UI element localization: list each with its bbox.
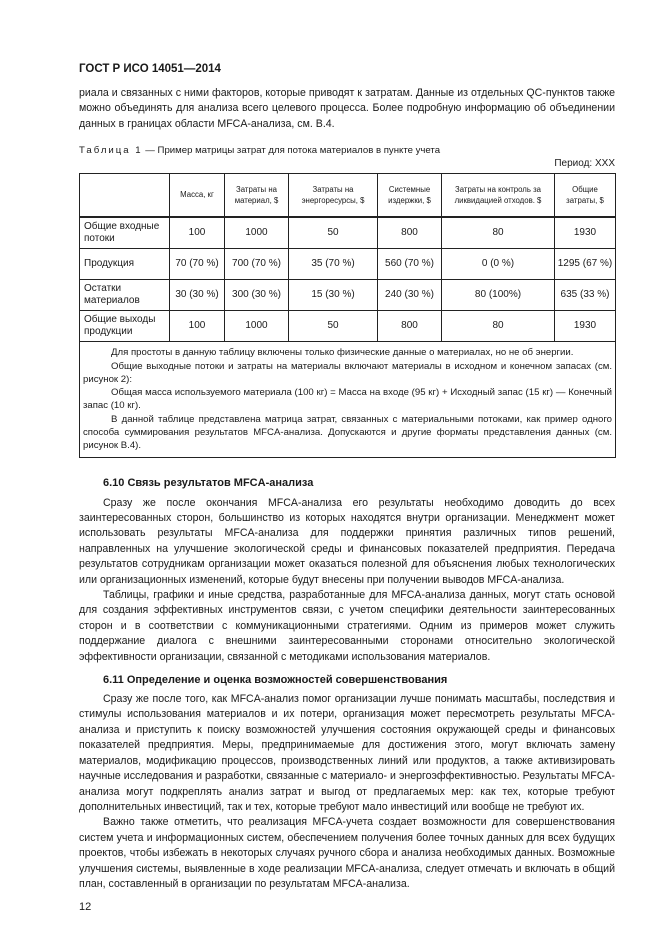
table-cell: 50 (289, 311, 378, 342)
column-header: Масса, кг (170, 174, 225, 218)
note-paragraph: В данной таблице представлена матрица затрат, связанных с материальными потоками, как пример одного способа суммирования результатов MFCA-анализа. Допускаются и другие форматы представления данных (см. рисунок В.4). (83, 413, 612, 452)
column-header (80, 174, 170, 218)
table-note (80, 342, 616, 457)
note-paragraph: Для простоты в данную таблицу включены только физические данные о материалах, но не об энергии. (111, 347, 574, 359)
table-cell: 300 (30 %) (225, 280, 289, 311)
table-block (79, 144, 615, 457)
body-paragraph: Сразу же после окончания MFCA-анализа его результаты необходимо доводить до всех заинтересованных сторон, большинство из которых находятся внутри организации. Менеджмент может использовать результаты MFCA-анализа для поддержки принятия различных типов решений, направленных на улучшение экологической среды и финансовых показателей предприятия. Передача результатов сотрудникам организации может оказаться полезной для объяснения любых технологических или организационных изменений, которые будут внесены при получении выводов MFCA-анализа. (79, 496, 615, 586)
table-cell: 800 (378, 311, 442, 342)
table-cell: 700 (70 %) (225, 249, 289, 280)
cost-matrix-table (79, 173, 616, 457)
table-period: Период: XXX (554, 158, 615, 170)
table-caption (79, 144, 615, 157)
note-paragraph: Общие выходные потоки и затраты на материалы включают материалы в исходном и конечном запасах (см. рисунок 2): (83, 360, 612, 385)
section-heading: 6.11 Определение и оценка возможностей совершенствования (103, 674, 448, 687)
table-cell: 15 (30 %) (289, 280, 378, 311)
body-paragraph: Сразу же после того, как MFCA-анализ помог организации лучше понимать масштабы, последствия и стимулы использования материалов и их потери, организация может пересмотреть результаты MFCA-анализа и приступить к поиску возможностей улучшения состояния окружающей среды и финансовых показателей предприятия. Меры, предпринимаемые для достижения этого, могут включать замену материалов, модификацию процессов, производственных линий или продуктов, а также активизировать научные исследования и разработки, связанные с материало- и энергоэффективностью. Результаты MFCA-анализа могут подкреплять анализ затрат и выгод от предлагаемых мер: как тех, которые требуют дополнительных инвестиций, так и тех, которые требуют мало инвестиций или вообще не требуют их. (79, 693, 615, 813)
table-cell: 35 (70 %) (289, 249, 378, 280)
table-cell: 70 (70 %) (170, 249, 225, 280)
column-header: Общие затраты, $ (555, 174, 616, 218)
table-cell: 1000 (225, 311, 289, 342)
table-cell: 1295 (67 %) (555, 249, 616, 280)
table-cell: 560 (70 %) (378, 249, 442, 280)
row-label: Общие выходы продукции (80, 311, 170, 342)
intro-paragraph: риала и связанных с ними факторов, которые приводят к затратам. Данные из отдельных QC-пунктов также можно объединять для анализа всего целевого процесса. Более подробную информацию об объединении данных в границах области MFCA-анализа, см. В.4. (79, 87, 615, 130)
table-row (80, 249, 616, 280)
note-paragraph: Общая масса используемого материала (100 кг) = Масса на входе (95 кг) + Исходный запас (15 кг) — Конечный запас (10 кг). (83, 387, 612, 412)
section-6-10 (79, 476, 615, 665)
row-label: Остатки материалов (80, 280, 170, 311)
column-header: Системные издержки, $ (378, 174, 442, 218)
column-header: Затраты на материал, $ (225, 174, 289, 218)
row-label: Общие входные потоки (80, 217, 170, 249)
table-caption-prefix: Таблица 1 (79, 145, 143, 157)
table-cell: 100 (170, 311, 225, 342)
section-heading: 6.10 Связь результатов MFCA-анализа (103, 476, 314, 489)
table-row (80, 280, 616, 311)
page-number: 12 (79, 901, 92, 914)
intro-block (79, 86, 615, 132)
table-cell: 0 (0 %) (442, 249, 555, 280)
section-6-11 (79, 673, 615, 892)
table-cell: 100 (170, 217, 225, 249)
table-cell: 1000 (225, 217, 289, 249)
table-cell: 635 (33 %) (555, 280, 616, 311)
table-cell: 30 (30 %) (170, 280, 225, 311)
table-cell: 240 (30 %) (378, 280, 442, 311)
table-row (80, 217, 616, 249)
column-header: Затраты на энергоресурсы, $ (289, 174, 378, 218)
table-caption-text: — Пример матрицы затрат для потока материалов в пункте учета (142, 145, 441, 157)
table-cell: 80 (442, 217, 555, 249)
table-cell: 50 (289, 217, 378, 249)
table-cell: 80 (100%) (442, 280, 555, 311)
body-paragraph: Важно также отметить, что реализация MFCA-учета создает возможности для совершенствования систем учета и информационных систем, обеспечением получения более точных данных для всех будущих проектов, чтобы избежать в некоторых случаях ручного сбора и анализа необходимых данных. Возможные улучшения системы, выявленные в ходе реализации MFCA-анализа, следует отмечать и включать в общий план, составленный в организации по результатам MFCA-анализа. (79, 816, 615, 890)
table-cell: 1930 (555, 311, 616, 342)
table-header-row (80, 174, 616, 218)
document-header: ГОСТ Р ИСО 14051—2014 (79, 63, 221, 75)
table-cell: 80 (442, 311, 555, 342)
table-cell: 800 (378, 217, 442, 249)
body-paragraph: Таблицы, графики и иные средства, разработанные для MFCA-анализа данных, могут стать основой для создания эффективных инструментов связи, с учетом специфики деятельности заинтересованных сторон и в соответствии с коммуникационными стратегиями. Одним из примеров может служить поддержание диалога с внешними заинтересованными сторонами относительно экологической эффективности организации, связанной с методиками использования материалов. (79, 589, 615, 663)
column-header: Затраты на контроль за ликвидацией отходов. $ (442, 174, 555, 218)
table-cell: 1930 (555, 217, 616, 249)
row-label: Продукция (80, 249, 170, 280)
table-row (80, 311, 616, 342)
